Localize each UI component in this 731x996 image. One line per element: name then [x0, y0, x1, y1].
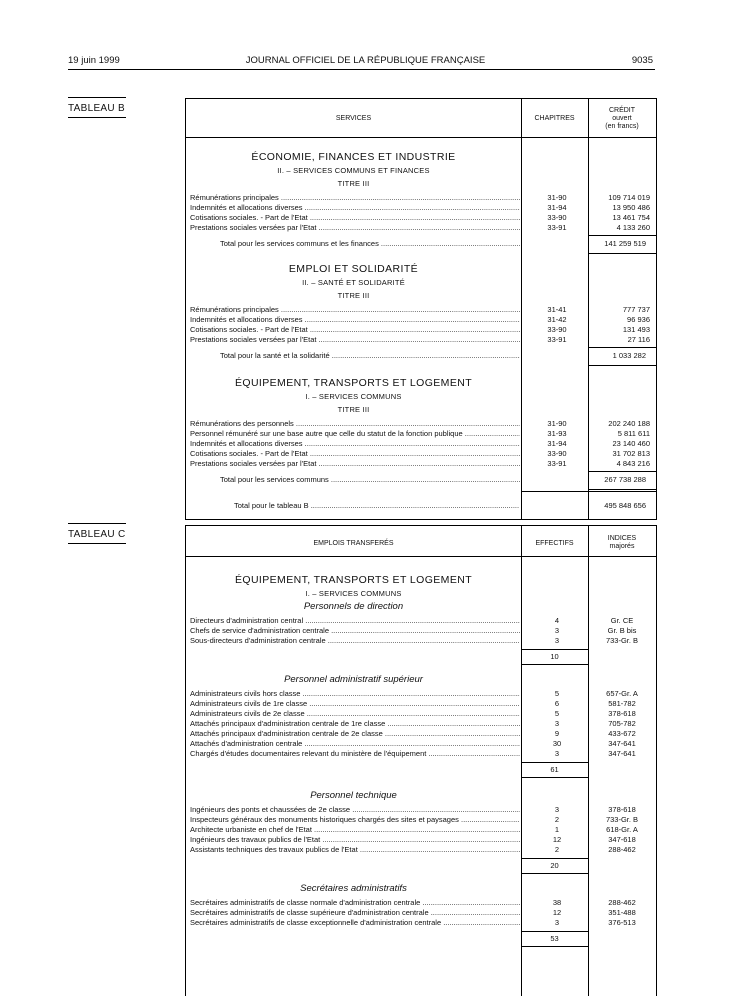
row-chapitre: 33-90 — [547, 213, 567, 222]
col-emplois: EMPLOIS TRANSFERÉS — [313, 540, 394, 547]
table-row — [190, 845, 710, 855]
table-row — [190, 825, 710, 835]
row-effectif: 1 — [554, 825, 560, 834]
row-chapitre: 33-91 — [547, 223, 567, 232]
row-label: Indemnités et allocations diverses ..... — [190, 315, 520, 325]
group-title: Personnel administratif supérieur — [284, 674, 423, 685]
table-row — [190, 203, 710, 213]
row-label: Secrétaires administratifs de classe supérieure d'administration centrale ..... — [190, 908, 520, 918]
group-total: 53 — [550, 934, 559, 943]
table-row — [190, 335, 710, 345]
table-row — [190, 815, 710, 825]
group-title: Personnels de direction — [303, 601, 404, 612]
section-subtitle: II. – SANTÉ ET SOLIDARITÉ — [302, 278, 405, 287]
group-total-rule-bottom — [521, 777, 588, 778]
section-total — [186, 351, 656, 361]
tableau-c-header — [186, 526, 656, 557]
row-chapitre: 33-91 — [547, 459, 567, 468]
row-credit: 131 493 — [622, 325, 650, 334]
grand-total-rule — [521, 491, 656, 492]
tableau-b-header — [186, 99, 656, 138]
table-row — [190, 689, 710, 699]
group-total: 61 — [550, 765, 559, 774]
row-indice: 378-618 — [608, 805, 636, 814]
table-row — [190, 699, 710, 709]
total-rule — [588, 347, 656, 348]
row-indice: 705-782 — [608, 719, 636, 728]
table-row — [190, 835, 710, 845]
group-total-rule — [521, 931, 588, 932]
row-indice: 347-618 — [608, 835, 636, 844]
row-label: Cotisations sociales. - Part de l'Etat ..... — [190, 325, 520, 335]
total-label: Total pour les services communs et les finances ..... — [220, 239, 520, 249]
row-indice: 351-488 — [608, 908, 636, 917]
row-label: Administrateurs civils hors classe ..... — [190, 689, 520, 699]
grand-total-label: Total pour le tableau B ..... — [234, 501, 519, 511]
group-total-rule — [521, 858, 588, 859]
table-row — [190, 918, 710, 928]
grand-total-value: 495 848 656 — [604, 501, 646, 510]
row-label: Cotisations sociales. - Part de l'Etat ..... — [190, 213, 520, 223]
row-label: Administrateurs civils de 1re classe ..... — [190, 699, 520, 709]
section-subtitle: I. – SERVICES COMMUNS — [305, 392, 402, 401]
total-rule — [588, 471, 656, 472]
row-effectif: 3 — [554, 805, 560, 814]
row-credit: 777 737 — [622, 305, 650, 314]
col-chapitres: CHAPITRES — [534, 115, 575, 122]
table-row — [190, 719, 710, 729]
table-row — [190, 739, 710, 749]
row-chapitre: 33-90 — [547, 449, 567, 458]
total-value: 267 738 288 — [604, 475, 646, 484]
row-label: Prestations sociales versées par l'Etat ..... — [190, 459, 520, 469]
header-date: 19 juin 1999 — [68, 55, 120, 66]
table-row — [190, 898, 710, 908]
total-rule-bottom — [588, 489, 656, 490]
section-title: EMPLOI ET SOLIDARITÉ — [288, 263, 419, 275]
table-row — [190, 908, 710, 918]
group-title: Personnel technique — [310, 790, 397, 801]
total-label: Total pour la santé et la solidarité ..... — [220, 351, 520, 361]
row-chapitre: 31-94 — [547, 439, 567, 448]
group-title: Secrétaires administratifs — [300, 883, 407, 894]
journal-title: JOURNAL OFFICIEL DE LA RÉPUBLIQUE FRANÇAISE — [245, 55, 486, 66]
row-chapitre: 31-94 — [547, 203, 567, 212]
col-indices: INDICES majorés — [607, 535, 637, 550]
row-label: Rémunérations principales ..... — [190, 305, 520, 315]
grand-total — [186, 501, 656, 511]
table-row — [190, 305, 710, 315]
section-titre: TITRE III — [337, 179, 370, 188]
tableau-c — [185, 525, 657, 996]
group-total-rule — [521, 649, 588, 650]
row-indice: 347-641 — [608, 739, 636, 748]
row-effectif: 12 — [552, 835, 562, 844]
total-rule-bottom — [588, 253, 656, 254]
row-credit: 27 116 — [627, 335, 650, 344]
total-rule — [588, 235, 656, 236]
row-effectif: 2 — [554, 815, 560, 824]
section-title: ÉQUIPEMENT, TRANSPORTS ET LOGEMENT — [234, 377, 473, 389]
table-row — [190, 213, 710, 223]
row-label: Secrétaires administratifs de classe exceptionnelle d'administration centrale ..... — [190, 918, 520, 928]
row-chapitre: 31-93 — [547, 429, 567, 438]
row-indice: 618-Gr. A — [606, 825, 638, 834]
row-label: Rémunérations des personnels ..... — [190, 419, 520, 429]
section-subtitle: I. – SERVICES COMMUNS — [305, 589, 402, 598]
group-total-rule-bottom — [521, 873, 588, 874]
row-chapitre: 33-91 — [547, 335, 567, 344]
row-effectif: 6 — [554, 699, 560, 708]
table-row — [190, 315, 710, 325]
row-effectif: 4 — [554, 616, 560, 625]
row-chapitre: 33-90 — [547, 325, 567, 334]
row-indice: Gr. CE — [610, 616, 634, 625]
table-row — [190, 439, 710, 449]
row-indice: Gr. B bis — [607, 626, 637, 635]
row-effectif: 5 — [554, 709, 560, 718]
row-credit: 5 811 611 — [617, 429, 650, 438]
row-credit: 109 714 019 — [608, 193, 650, 202]
row-credit: 13 950 486 — [612, 203, 650, 212]
section-title: ÉCONOMIE, FINANCES ET INDUSTRIE — [251, 151, 456, 163]
total-value: 141 259 519 — [604, 239, 646, 248]
row-label: Assistants techniques des travaux publics de l'Etat ..... — [190, 845, 520, 855]
row-indice: 378-618 — [608, 709, 636, 718]
row-label: Secrétaires administratifs de classe normale d'administration centrale ..... — [190, 898, 520, 908]
row-indice: 733-Gr. B — [605, 815, 639, 824]
table-row — [190, 616, 710, 626]
row-effectif: 30 — [552, 739, 562, 748]
row-label: Prestations sociales versées par l'Etat ..... — [190, 223, 520, 233]
row-indice: 581-782 — [608, 699, 636, 708]
table-row — [190, 419, 710, 429]
row-label: Inspecteurs généraux des monuments historiques chargés des sites et paysages ..... — [190, 815, 520, 825]
group-total-rule-bottom — [521, 664, 588, 665]
table-row — [190, 729, 710, 739]
row-label: Cotisations sociales. - Part de l'Etat ..... — [190, 449, 520, 459]
row-chapitre: 31-42 — [547, 315, 567, 324]
row-effectif: 3 — [554, 918, 560, 927]
row-credit: 96 936 — [627, 315, 650, 324]
row-label: Prestations sociales versées par l'Etat ..... — [190, 335, 520, 345]
table-row — [190, 636, 710, 646]
row-credit: 23 140 460 — [612, 439, 650, 448]
table-row — [190, 325, 710, 335]
row-indice: 376-513 — [608, 918, 636, 927]
table-row — [190, 805, 710, 815]
section-titre: TITRE III — [337, 405, 370, 414]
table-row — [190, 449, 710, 459]
table-row — [190, 193, 710, 203]
row-chapitre: 31-41 — [547, 305, 567, 314]
section-title: ÉQUIPEMENT, TRANSPORTS ET LOGEMENT — [234, 574, 473, 586]
total-label: Total pour les services communs ..... — [220, 475, 520, 485]
row-label: Chefs de service d'administration centrale ..... — [190, 626, 520, 636]
row-effectif: 5 — [554, 689, 560, 698]
row-effectif: 3 — [554, 636, 560, 645]
row-credit: 13 461 754 — [612, 213, 650, 222]
group-total: 20 — [550, 861, 559, 870]
row-label: Ingénieurs des ponts et chaussées de 2e classe ..... — [190, 805, 520, 815]
col-credit: CRÉDIT ouvert (en francs) — [605, 107, 639, 130]
row-label: Attachés d'administration centrale ..... — [190, 739, 520, 749]
row-label: Chargés d'études documentaires relevant du ministère de l'équipement ..... — [190, 749, 520, 759]
row-effectif: 9 — [554, 729, 560, 738]
row-credit: 31 702 813 — [612, 449, 650, 458]
row-label: Sous-directeurs d'administration centrale ..... — [190, 636, 520, 646]
row-chapitre: 31-90 — [547, 193, 567, 202]
header-rule — [68, 69, 655, 70]
row-indice: 733-Gr. B — [605, 636, 639, 645]
row-label: Directeurs d'administration central ..... — [190, 616, 520, 626]
table-row — [190, 429, 710, 439]
row-label: Attachés principaux d'administration centrale de 2e classe ..... — [190, 729, 520, 739]
row-label: Rémunérations principales ..... — [190, 193, 520, 203]
row-indice: 288-462 — [608, 845, 636, 854]
section-titre: TITRE III — [337, 291, 370, 300]
col-services: SERVICES — [335, 115, 372, 122]
table-row — [190, 626, 710, 636]
total-rule-bottom — [588, 365, 656, 366]
table-row — [190, 223, 710, 233]
row-indice: 433-672 — [608, 729, 636, 738]
tableau-c-label: TABLEAU C — [68, 529, 126, 544]
group-total-rule — [521, 762, 588, 763]
section-subtitle: II. – SERVICES COMMUNS ET FINANCES — [277, 166, 430, 175]
table-row — [190, 709, 710, 719]
section-total — [186, 475, 656, 485]
table-row — [190, 749, 710, 759]
row-label: Indemnités et allocations diverses ..... — [190, 439, 520, 449]
row-indice: 657-Gr. A — [606, 689, 638, 698]
row-effectif: 3 — [554, 749, 560, 758]
row-credit: 4 133 260 — [616, 223, 650, 232]
total-value: 1 033 282 — [612, 351, 646, 360]
tableau-b — [185, 98, 657, 520]
row-label: Architecte urbaniste en chef de l'Etat ..... — [190, 825, 520, 835]
group-total: 10 — [550, 652, 559, 661]
row-credit: 4 843 216 — [616, 459, 650, 468]
row-label: Ingénieurs des travaux publics de l'Etat ..... — [190, 835, 520, 845]
row-label: Personnel rémunéré sur une base autre que celle du statut de la fonction publique ..... — [190, 429, 520, 439]
row-label: Administrateurs civils de 2e classe ..... — [190, 709, 520, 719]
row-label: Attachés principaux d'administration centrale de 1re classe ..... — [190, 719, 520, 729]
tableau-b-label: TABLEAU B — [68, 103, 126, 118]
table-row — [190, 459, 710, 469]
section-total — [186, 239, 656, 249]
row-effectif: 38 — [552, 898, 562, 907]
group-total-rule-bottom — [521, 946, 588, 947]
row-indice: 347-641 — [608, 749, 636, 758]
row-effectif: 3 — [554, 626, 560, 635]
row-chapitre: 31-90 — [547, 419, 567, 428]
row-credit: 202 240 188 — [608, 419, 650, 428]
page-number: 9035 — [631, 55, 653, 66]
row-label: Indemnités et allocations diverses ..... — [190, 203, 520, 213]
col-effectifs: EFFECTIFS — [535, 540, 574, 547]
row-effectif: 3 — [554, 719, 560, 728]
row-effectif: 2 — [554, 845, 560, 854]
row-indice: 288-462 — [608, 898, 636, 907]
row-effectif: 12 — [552, 908, 562, 917]
